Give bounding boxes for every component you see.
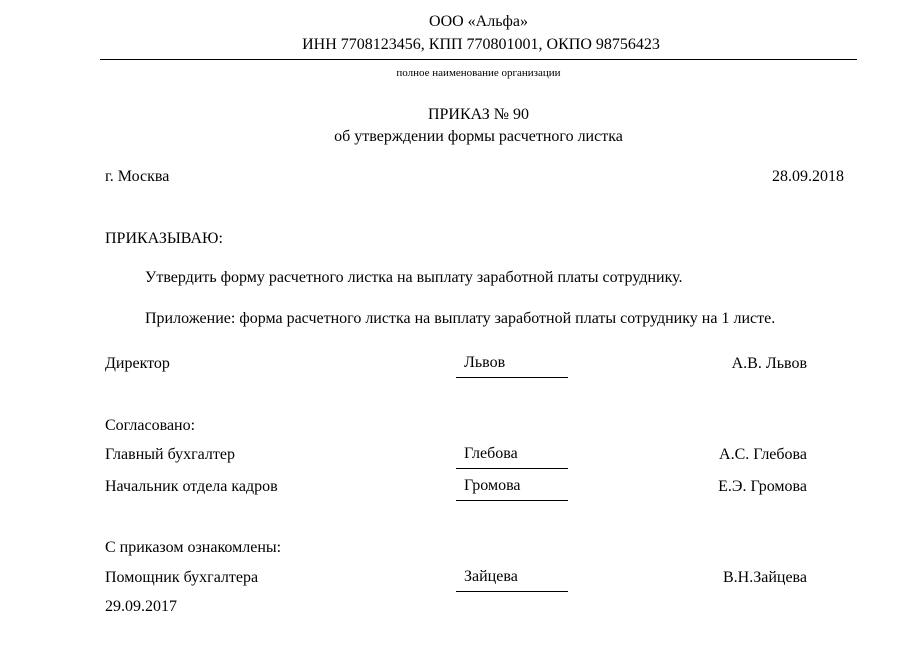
approval-signature-line [456, 468, 568, 469]
approval-heading: Согласовано: [105, 417, 196, 434]
organization-name: ООО «Альфа» [429, 13, 528, 30]
approval-name: А.С. Глебова [719, 446, 807, 463]
order-date: 28.09.2018 [772, 168, 844, 185]
approval-signature: Громова [464, 477, 521, 494]
acquainted-name: В.Н.Зайцева [722, 569, 807, 586]
order-item-1: Утвердить форму расчетного листка на выплату заработной платы сотруднику. [145, 269, 683, 286]
order-city: г. Москва [105, 168, 170, 185]
acquainted-heading: С приказом ознакомлены: [105, 539, 282, 556]
acquainted-date: 29.09.2017 [105, 598, 177, 615]
order-subtitle: об утверждении формы расчетного листка [334, 128, 623, 145]
order-command: ПРИКАЗЫВАЮ: [105, 230, 223, 247]
organization-codes: ИНН 7708123456, КПП 770801001, ОКПО 98756423 [302, 36, 660, 53]
order-title: ПРИКАЗ № 90 [427, 106, 530, 123]
approval-position: Начальник отдела кадров [105, 478, 278, 495]
director-name: А.В. Львов [731, 355, 807, 372]
order-attachment: Приложение: форма расчетного листка на выплату заработной платы сотруднику на 1 листе. [145, 310, 776, 327]
acquainted-signature: Зайцева [464, 568, 518, 585]
approval-name: Е.Э. Громова [718, 478, 807, 495]
director-position: Директор [105, 355, 170, 372]
director-signature-line [456, 377, 568, 378]
director-signature: Львов [464, 354, 506, 371]
approval-position: Главный бухгалтер [105, 446, 235, 463]
approval-signature: Глебова [464, 445, 518, 462]
approval-signature-line [456, 500, 568, 501]
acquainted-position: Помощник бухгалтера [105, 569, 259, 586]
header-divider [100, 59, 857, 60]
acquainted-signature-line [456, 591, 568, 592]
organization-caption: полное наименование организации [396, 67, 561, 79]
